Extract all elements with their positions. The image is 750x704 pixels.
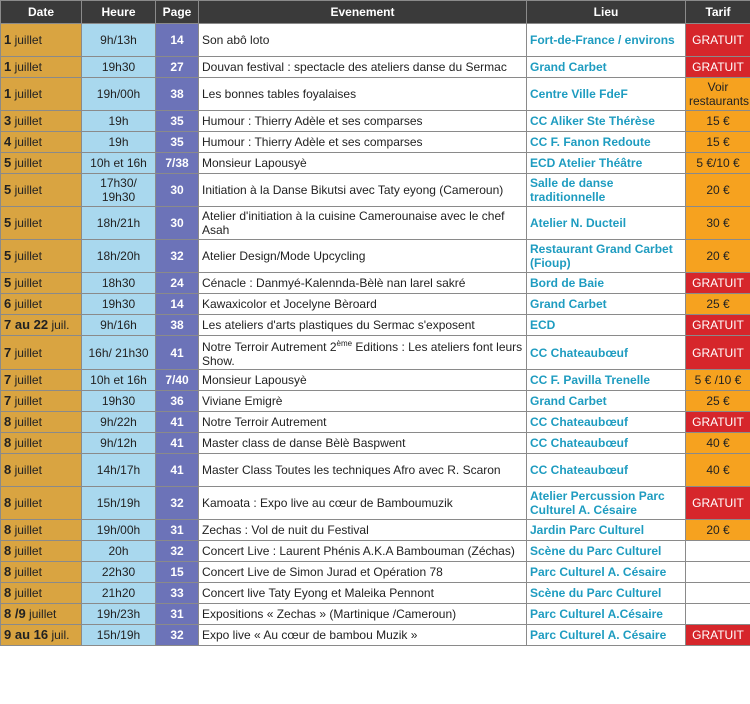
price-cell: 40 € <box>686 433 750 454</box>
table-row <box>1 583 750 604</box>
venue-cell: Atelier Percussion Parc Culturel A. Césaire <box>527 487 686 520</box>
date-cell: 1 juillet <box>1 24 82 57</box>
venue-cell: CC Chateaubœuf <box>527 412 686 433</box>
page-cell: 30 <box>156 207 199 240</box>
page-cell: 14 <box>156 294 199 315</box>
page-cell: 32 <box>156 240 199 273</box>
venue-cell: Grand Carbet <box>527 391 686 412</box>
page-cell: 31 <box>156 604 199 625</box>
time-cell: 14h/17h <box>82 454 156 487</box>
table-row <box>1 370 750 391</box>
table-row <box>1 111 750 132</box>
time-cell: 10h et 16h <box>82 153 156 174</box>
venue-cell: Grand Carbet <box>527 294 686 315</box>
venue-cell: Centre Ville FdeF <box>527 78 686 111</box>
table-row <box>1 541 750 562</box>
event-cell: Humour : Thierry Adèle et ses comparses <box>199 111 527 132</box>
time-cell: 9h/12h <box>82 433 156 454</box>
price-cell <box>686 604 750 625</box>
event-cell: Humour : Thierry Adèle et ses comparses <box>199 132 527 153</box>
date-cell: 8 /9 juillet <box>1 604 82 625</box>
event-cell: Expositions « Zechas » (Martinique /Cameroun) <box>199 604 527 625</box>
venue-cell: Atelier N. Ducteil <box>527 207 686 240</box>
event-cell: Douvan festival : spectacle des ateliers danse du Sermac <box>199 57 527 78</box>
time-cell: 18h/20h <box>82 240 156 273</box>
venue-cell: Parc Culturel A.Césaire <box>527 604 686 625</box>
price-cell <box>686 541 750 562</box>
table-row <box>1 24 750 57</box>
date-cell: 5 juillet <box>1 273 82 294</box>
venue-cell: Scène du Parc Culturel <box>527 583 686 604</box>
page-cell: 31 <box>156 520 199 541</box>
table-row <box>1 315 750 336</box>
event-cell: Concert Live de Simon Jurad et Opération 78 <box>199 562 527 583</box>
price-cell: GRATUIT <box>686 625 750 646</box>
venue-cell: Scène du Parc Culturel <box>527 541 686 562</box>
event-cell: Zechas : Vol de nuit du Festival <box>199 520 527 541</box>
page-cell: 36 <box>156 391 199 412</box>
page-cell: 35 <box>156 132 199 153</box>
date-cell: 9 au 16 juil. <box>1 625 82 646</box>
page-cell: 38 <box>156 78 199 111</box>
time-cell: 19h30 <box>82 294 156 315</box>
date-cell: 8 juillet <box>1 412 82 433</box>
header-date: Date <box>1 1 82 24</box>
page-cell: 24 <box>156 273 199 294</box>
time-cell: 19h30 <box>82 57 156 78</box>
venue-cell: CC F. Fanon Redoute <box>527 132 686 153</box>
header-evenement: Evenement <box>199 1 527 24</box>
time-cell: 15h/19h <box>82 487 156 520</box>
price-cell: GRATUIT <box>686 315 750 336</box>
event-cell: Kawaxicolor et Jocelyne Bèroard <box>199 294 527 315</box>
price-cell: 15 € <box>686 111 750 132</box>
table-row <box>1 604 750 625</box>
venue-cell: ECD <box>527 315 686 336</box>
price-cell <box>686 583 750 604</box>
table-row <box>1 336 750 370</box>
table-row <box>1 174 750 207</box>
price-cell: 20 € <box>686 240 750 273</box>
time-cell: 19h30 <box>82 391 156 412</box>
event-cell: Master Class Toutes les techniques Afro avec R. Scaron <box>199 454 527 487</box>
time-cell: 19h/23h <box>82 604 156 625</box>
price-cell: 40 € <box>686 454 750 487</box>
table-row <box>1 412 750 433</box>
time-cell: 15h/19h <box>82 625 156 646</box>
venue-cell: Parc Culturel A. Césaire <box>527 625 686 646</box>
price-cell: GRATUIT <box>686 24 750 57</box>
header-page: Page <box>156 1 199 24</box>
table-row <box>1 132 750 153</box>
page-cell: 15 <box>156 562 199 583</box>
page-cell: 41 <box>156 336 199 370</box>
date-cell: 4 juillet <box>1 132 82 153</box>
time-cell: 19h <box>82 111 156 132</box>
page-cell: 41 <box>156 454 199 487</box>
table-row <box>1 240 750 273</box>
venue-cell: ECD Atelier Théâtre <box>527 153 686 174</box>
venue-cell: Grand Carbet <box>527 57 686 78</box>
page-cell: 35 <box>156 111 199 132</box>
event-cell: Atelier d'initiation à la cuisine Camerounaise avec le chef Asah <box>199 207 527 240</box>
event-cell: Notre Terroir Autrement <box>199 412 527 433</box>
page-cell: 27 <box>156 57 199 78</box>
time-cell: 9h/22h <box>82 412 156 433</box>
date-cell: 8 juillet <box>1 520 82 541</box>
date-cell: 5 juillet <box>1 153 82 174</box>
page-cell: 41 <box>156 412 199 433</box>
price-cell <box>686 562 750 583</box>
page-cell: 32 <box>156 541 199 562</box>
date-cell: 8 juillet <box>1 454 82 487</box>
price-cell: GRATUIT <box>686 336 750 370</box>
price-cell: 20 € <box>686 520 750 541</box>
time-cell: 9h/13h <box>82 24 156 57</box>
event-cell: Les ateliers d'arts plastiques du Sermac s'exposent <box>199 315 527 336</box>
table-row <box>1 391 750 412</box>
price-cell: 25 € <box>686 294 750 315</box>
table-row <box>1 625 750 646</box>
time-cell: 19h/00h <box>82 78 156 111</box>
page-cell: 33 <box>156 583 199 604</box>
page-cell: 32 <box>156 487 199 520</box>
venue-cell: Restaurant Grand Carbet (Fioup) <box>527 240 686 273</box>
time-cell: 21h20 <box>82 583 156 604</box>
price-cell: 5 € /10 € <box>686 370 750 391</box>
date-cell: 1 juillet <box>1 57 82 78</box>
price-cell: GRATUIT <box>686 273 750 294</box>
table-row <box>1 273 750 294</box>
event-cell: Master class de danse Bèlè Baspwent <box>199 433 527 454</box>
venue-cell: CC Chateaubœuf <box>527 336 686 370</box>
date-cell: 1 juillet <box>1 78 82 111</box>
price-cell: 5 €/10 € <box>686 153 750 174</box>
time-cell: 19h/00h <box>82 520 156 541</box>
date-cell: 3 juillet <box>1 111 82 132</box>
event-cell: Monsieur Lapousyè <box>199 370 527 391</box>
event-cell: Monsieur Lapousyè <box>199 153 527 174</box>
table-header-row <box>1 1 750 24</box>
price-cell: Voir restaurants <box>686 78 750 111</box>
price-cell: GRATUIT <box>686 487 750 520</box>
page-cell: 7/38 <box>156 153 199 174</box>
header-tarif: Tarif <box>686 1 750 24</box>
table-row <box>1 454 750 487</box>
page-cell: 32 <box>156 625 199 646</box>
time-cell: 18h30 <box>82 273 156 294</box>
price-cell: 15 € <box>686 132 750 153</box>
date-cell: 7 juillet <box>1 370 82 391</box>
event-cell: Notre Terroir Autrement 2ème Editions : Les ateliers font leurs Show. <box>199 336 527 370</box>
venue-cell: Fort-de-France / environs <box>527 24 686 57</box>
header-heure: Heure <box>82 1 156 24</box>
event-cell: Atelier Design/Mode Upcycling <box>199 240 527 273</box>
table-row <box>1 153 750 174</box>
table-row <box>1 433 750 454</box>
price-cell: GRATUIT <box>686 412 750 433</box>
time-cell: 9h/16h <box>82 315 156 336</box>
date-cell: 7 au 22 juil. <box>1 315 82 336</box>
event-cell: Concert Live : Laurent Phénis A.K.A Bambouman (Zéchas) <box>199 541 527 562</box>
table-row <box>1 294 750 315</box>
header-lieu: Lieu <box>527 1 686 24</box>
table-row <box>1 520 750 541</box>
date-cell: 7 juillet <box>1 336 82 370</box>
page-cell: 41 <box>156 433 199 454</box>
date-cell: 5 juillet <box>1 207 82 240</box>
time-cell: 22h30 <box>82 562 156 583</box>
time-cell: 20h <box>82 541 156 562</box>
price-cell: 30 € <box>686 207 750 240</box>
table-row <box>1 487 750 520</box>
page-cell: 14 <box>156 24 199 57</box>
page-cell: 7/40 <box>156 370 199 391</box>
date-cell: 5 juillet <box>1 174 82 207</box>
table-row <box>1 562 750 583</box>
date-cell: 6 juillet <box>1 294 82 315</box>
venue-cell: Jardin Parc Culturel <box>527 520 686 541</box>
time-cell: 17h30/ 19h30 <box>82 174 156 207</box>
table-row <box>1 207 750 240</box>
page-cell: 30 <box>156 174 199 207</box>
page-cell: 38 <box>156 315 199 336</box>
table-row <box>1 78 750 111</box>
event-cell: Cénacle : Danmyé-Kalennda-Bèlè nan larel sakré <box>199 273 527 294</box>
venue-cell: CC Chateaubœuf <box>527 454 686 487</box>
time-cell: 19h <box>82 132 156 153</box>
venue-cell: CC Chateaubœuf <box>527 433 686 454</box>
time-cell: 16h/ 21h30 <box>82 336 156 370</box>
event-cell: Son abô loto <box>199 24 527 57</box>
time-cell: 18h/21h <box>82 207 156 240</box>
event-cell: Viviane Emigrè <box>199 391 527 412</box>
date-cell: 8 juillet <box>1 583 82 604</box>
event-cell: Kamoata : Expo live au cœur de Bamboumuzik <box>199 487 527 520</box>
event-cell: Les bonnes tables foyalaises <box>199 78 527 111</box>
date-cell: 8 juillet <box>1 487 82 520</box>
price-cell: 20 € <box>686 174 750 207</box>
date-cell: 8 juillet <box>1 433 82 454</box>
date-cell: 8 juillet <box>1 562 82 583</box>
table-row <box>1 57 750 78</box>
time-cell: 10h et 16h <box>82 370 156 391</box>
venue-cell: CC F. Pavilla Trenelle <box>527 370 686 391</box>
price-cell: GRATUIT <box>686 57 750 78</box>
venue-cell: Salle de danse traditionnelle <box>527 174 686 207</box>
event-cell: Concert live Taty Eyong et Maleika Pennont <box>199 583 527 604</box>
date-cell: 5 juillet <box>1 240 82 273</box>
date-cell: 7 juillet <box>1 391 82 412</box>
venue-cell: CC Aliker Ste Thérèse <box>527 111 686 132</box>
event-cell: Expo live « Au cœur de bambou Muzik » <box>199 625 527 646</box>
date-cell: 8 juillet <box>1 541 82 562</box>
venue-cell: Bord de Baie <box>527 273 686 294</box>
event-cell: Initiation à la Danse Bikutsi avec Taty eyong (Cameroun) <box>199 174 527 207</box>
price-cell: 25 € <box>686 391 750 412</box>
venue-cell: Parc Culturel A. Césaire <box>527 562 686 583</box>
